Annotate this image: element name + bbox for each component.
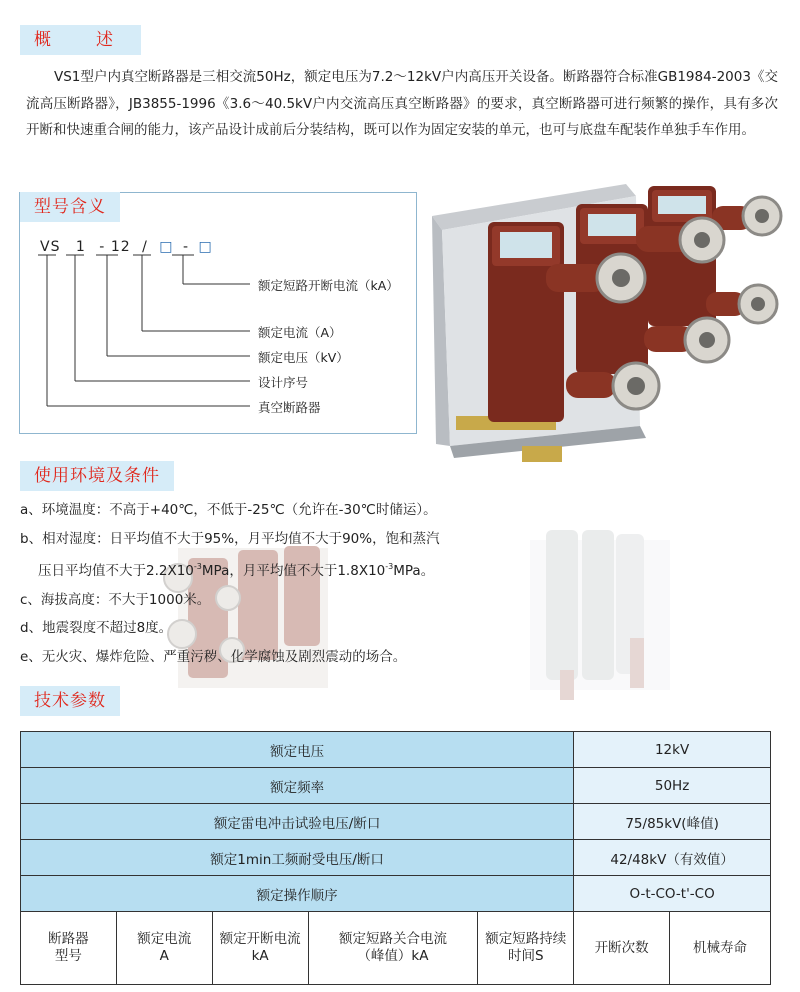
intro-paragraph: VS1型户内真空断路器是三相交流50Hz，额定电压为7.2～12kV户内高压开关设备。断路器符合标准GB1984-2003《交流高压断路器》，JB3855-1996《3.6～40.5kV户内交流高压真空断路器》的要求，真空断路器可进行频繁的操作，具有多次开断和快速重合闸的能力，该产品设计成前后分装结构，既可以作为固定安装的单元，也可与底盘车配装作单独手车作用。 xyxy=(26,69,778,138)
header-rated-current: 额定电流 A xyxy=(116,912,212,985)
table-row xyxy=(21,804,771,840)
model-code-dash: - xyxy=(182,239,190,255)
model-meaning-box xyxy=(19,192,417,434)
param-value: 12kV xyxy=(574,732,771,768)
param-value: 50Hz xyxy=(574,768,771,804)
param-label: 额定频率 xyxy=(21,768,574,804)
param-label: 额定电压 xyxy=(21,732,574,768)
param-value: 75/85kV(峰值) xyxy=(574,804,771,840)
model-code-vs: VS xyxy=(40,239,61,255)
table-row xyxy=(21,876,771,912)
model-code-current-box: □ xyxy=(159,239,174,255)
table-header-row xyxy=(21,912,771,985)
model-code-dash: - xyxy=(99,239,106,255)
header-mechanical-life: 机械寿命 xyxy=(670,912,771,985)
param-label: 额定1min工频耐受电压/断口 xyxy=(21,840,574,876)
section-params-heading: 技术参数 xyxy=(20,686,120,716)
param-value: O-t-CO-t'-CO xyxy=(574,876,771,912)
section-overview-heading: 概 述 xyxy=(20,25,141,55)
condition-temperature: a、环境温度：不高于+40℃，不低于-25℃（允许在-30℃时储运）。 xyxy=(20,502,437,518)
model-code-series: 1 xyxy=(75,239,86,255)
humidity-day: 压日平均值不大于2.2X10 xyxy=(38,563,194,579)
conditions-list xyxy=(20,496,490,671)
humidity-exp2: -3 xyxy=(385,562,394,571)
params-table xyxy=(20,731,771,985)
param-label: 额定操作顺序 xyxy=(21,876,574,912)
param-value: 42/48kV（有效值） xyxy=(574,840,771,876)
legend-rated-voltage: 额定电压（kV） xyxy=(258,350,349,365)
humidity-exp: -3 xyxy=(193,562,202,571)
condition-humidity-cont xyxy=(20,553,490,586)
header-breaking-current: 额定开断电流 kA xyxy=(212,912,308,985)
model-code-slash: / xyxy=(142,239,148,255)
header-making-current: 额定短路关合电流 （峰值）kA xyxy=(308,912,478,985)
vacuum-breaker-photo xyxy=(426,176,790,476)
section-conditions-heading: 使用环境及条件 xyxy=(20,461,174,491)
condition-environment: e、无火灾、爆炸危险、严重污秽、化学腐蚀及剧烈震动的场合。 xyxy=(20,648,407,665)
header-model: 断路器 型号 xyxy=(21,912,117,985)
table-row xyxy=(21,732,771,768)
param-label: 额定雷电冲击试验电压/断口 xyxy=(21,804,574,840)
legend-rated-current: 额定电流（A） xyxy=(258,325,342,340)
breaker-watermark-right xyxy=(520,520,695,705)
model-code xyxy=(40,239,213,255)
legend-design-serial: 设计序号 xyxy=(258,375,309,390)
header-duration: 额定短路持续 时间S xyxy=(478,912,574,985)
condition-altitude: c、海拔高度：不大于1000米。 xyxy=(20,591,211,608)
table-row xyxy=(21,840,771,876)
legend-breaking-current: 额定短路开断电流（kA） xyxy=(258,278,399,293)
header-breaking-times: 开断次数 xyxy=(574,912,670,985)
legend-vacuum-breaker: 真空断路器 xyxy=(258,400,321,415)
model-legend-lines xyxy=(20,193,416,433)
condition-humidity: b、相对湿度：日平均值不大于95%，月平均值不大于90%，饱和蒸汽 xyxy=(20,530,440,547)
intro-text xyxy=(26,64,778,144)
table-row xyxy=(21,768,771,804)
model-code-breaking-box: □ xyxy=(198,239,213,255)
condition-seismic: d、地震裂度不超过8度。 xyxy=(20,620,173,636)
humidity-month: MPa，月平均值不大于1.8X10 xyxy=(201,563,386,579)
section-model-heading: 型号含义 xyxy=(20,192,120,222)
humidity-end: MPa。 xyxy=(393,563,435,579)
model-code-voltage: 12 xyxy=(110,239,131,255)
